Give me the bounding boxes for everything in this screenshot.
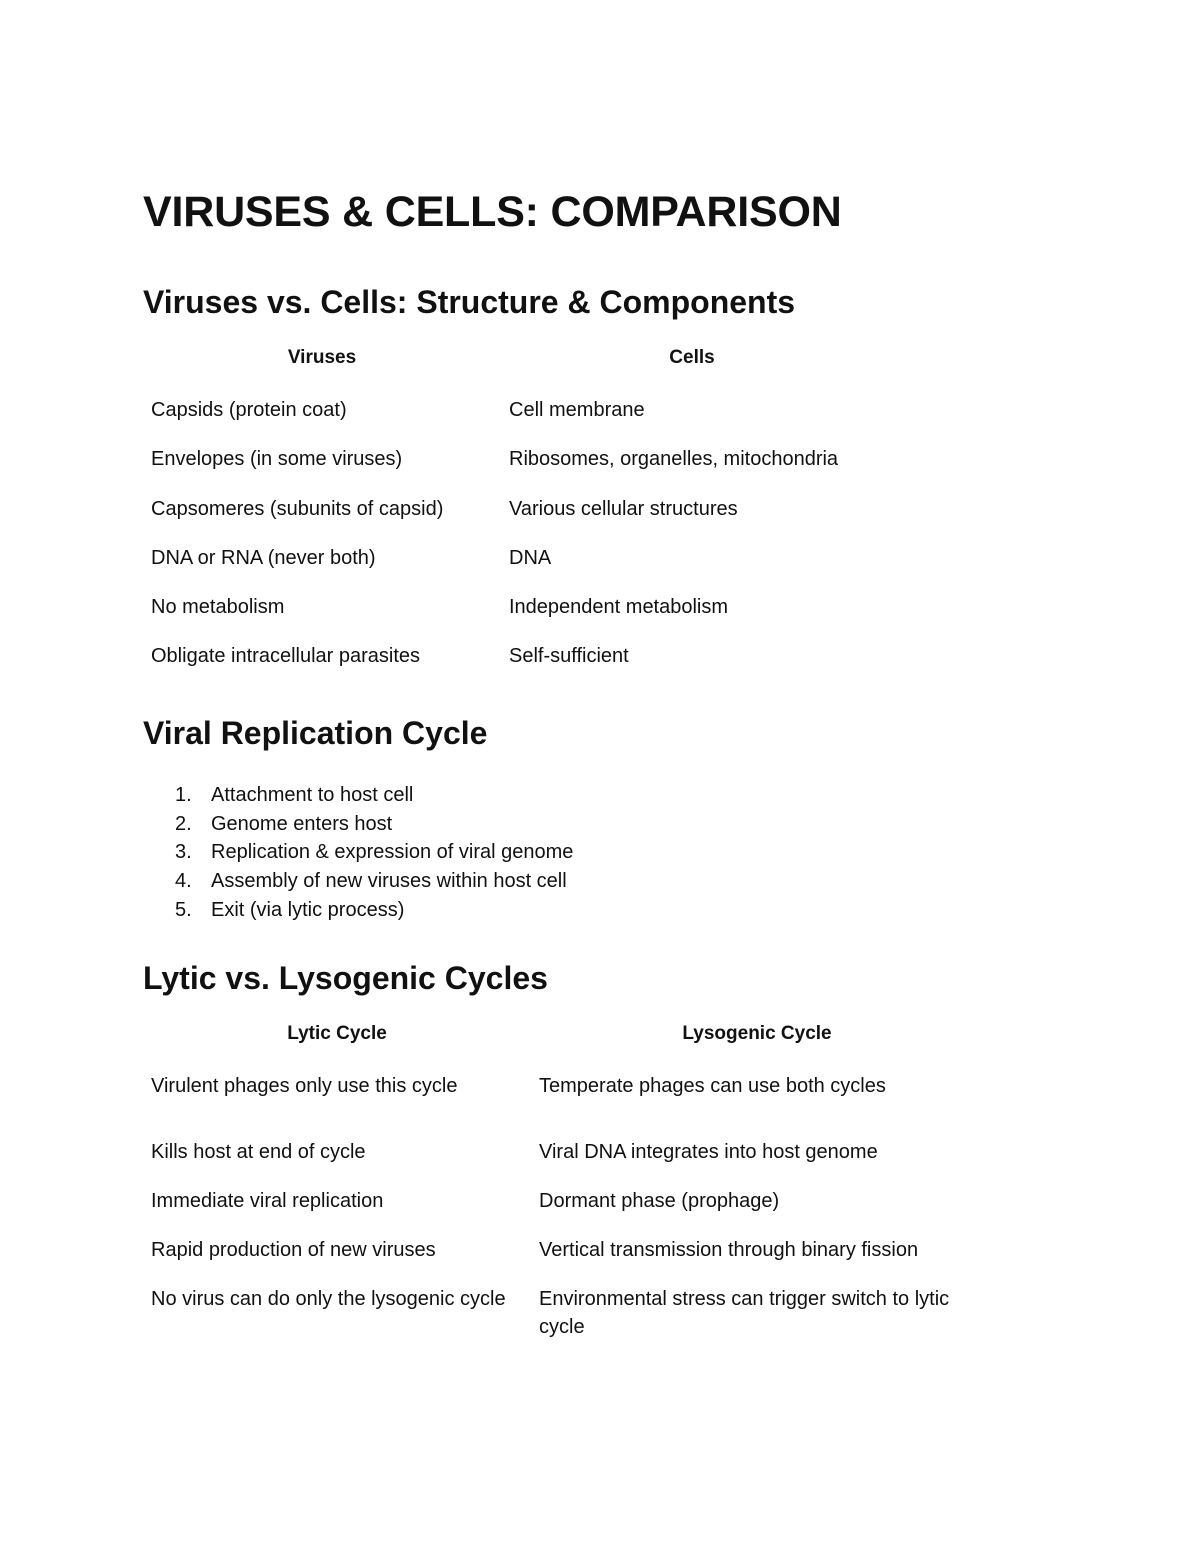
table-cell: Temperate phages can use both cycles [539,1075,886,1097]
list-item-text: Replication & expression of viral genome [211,841,574,864]
table-cell: Various cellular structures [509,497,738,520]
structure-col-header-viruses: Viruses [287,347,357,368]
structure-table-header-row [143,347,883,396]
list-item-text: Attachment to host cell [211,784,414,806]
table-cell: Envelopes (in some viruses) [151,448,403,471]
table-cell: Obligate intracellular parasites [151,645,421,668]
list-item-number: 4. [175,870,192,893]
table-cell: DNA [509,546,552,569]
list-item-text: Exit (via lytic process) [211,898,405,921]
structure-table [143,347,883,692]
replication-steps-list [143,781,573,924]
table-cell: Capsomeres (subunits of capsid) [151,497,444,520]
table-row [143,495,883,544]
table-cell: Viral DNA integrates into host genome [539,1141,878,1163]
cycles-table-header-row [143,1023,983,1072]
table-cell: Independent metabolism [509,596,729,619]
table-cell: DNA or RNA (never both) [151,546,376,569]
table-cell: Kills host at end of cycle [151,1141,366,1163]
list-item [143,781,573,810]
list-item-text: Genome enters host [211,812,393,835]
structure-heading: Viruses vs. Cells: Structure & Components [143,284,796,320]
table-row [143,1236,983,1285]
table-row [143,1138,983,1187]
table-row [143,445,883,494]
table-cell: Self-sufficient [509,645,629,668]
table-cell: Dormant phase (prophage) [539,1190,780,1212]
replication-heading: Viral Replication Cycle [143,715,488,751]
list-item [143,810,573,839]
cycles-col-header-lytic: Lytic Cycle [287,1023,387,1044]
cycles-col-header-lysogenic: Lysogenic Cycle [682,1023,832,1044]
table-row [143,642,883,691]
table-cell: Environmental stress can trigger switch to lytic cycle [539,1288,950,1338]
table-row [143,1285,983,1355]
table-row [143,593,883,642]
list-item [143,867,573,896]
table-cell: Immediate viral replication [151,1190,384,1212]
list-item [143,896,573,925]
table-cell: Rapid production of new viruses [151,1239,436,1261]
structure-col-header-cells: Cells [669,347,715,368]
list-item-number: 5. [175,898,192,921]
table-cell: Virulent phages only use this cycle [151,1075,458,1097]
list-item [143,838,573,867]
table-cell: Cell membrane [509,399,645,421]
list-item-text: Assembly of new viruses within host cell [211,870,567,893]
table-cell: No virus can do only the lysogenic cycle [151,1288,506,1310]
list-item-number: 2. [175,812,192,835]
table-cell: No metabolism [151,596,285,619]
list-item-number: 3. [175,841,192,864]
table-row [143,396,883,445]
list-item-number: 1. [175,784,192,806]
table-cell: Ribosomes, organelles, mitochondria [509,448,839,471]
table-cell: Vertical transmission through binary fission [539,1239,919,1261]
document-title: VIRUSES & CELLS: COMPARISON [143,188,842,236]
table-row [143,1187,983,1236]
table-row [143,1072,983,1138]
cycles-table [143,1023,983,1355]
table-row [143,544,883,593]
cycles-heading: Lytic vs. Lysogenic Cycles [143,960,548,996]
table-cell: Capsids (protein coat) [151,399,347,421]
